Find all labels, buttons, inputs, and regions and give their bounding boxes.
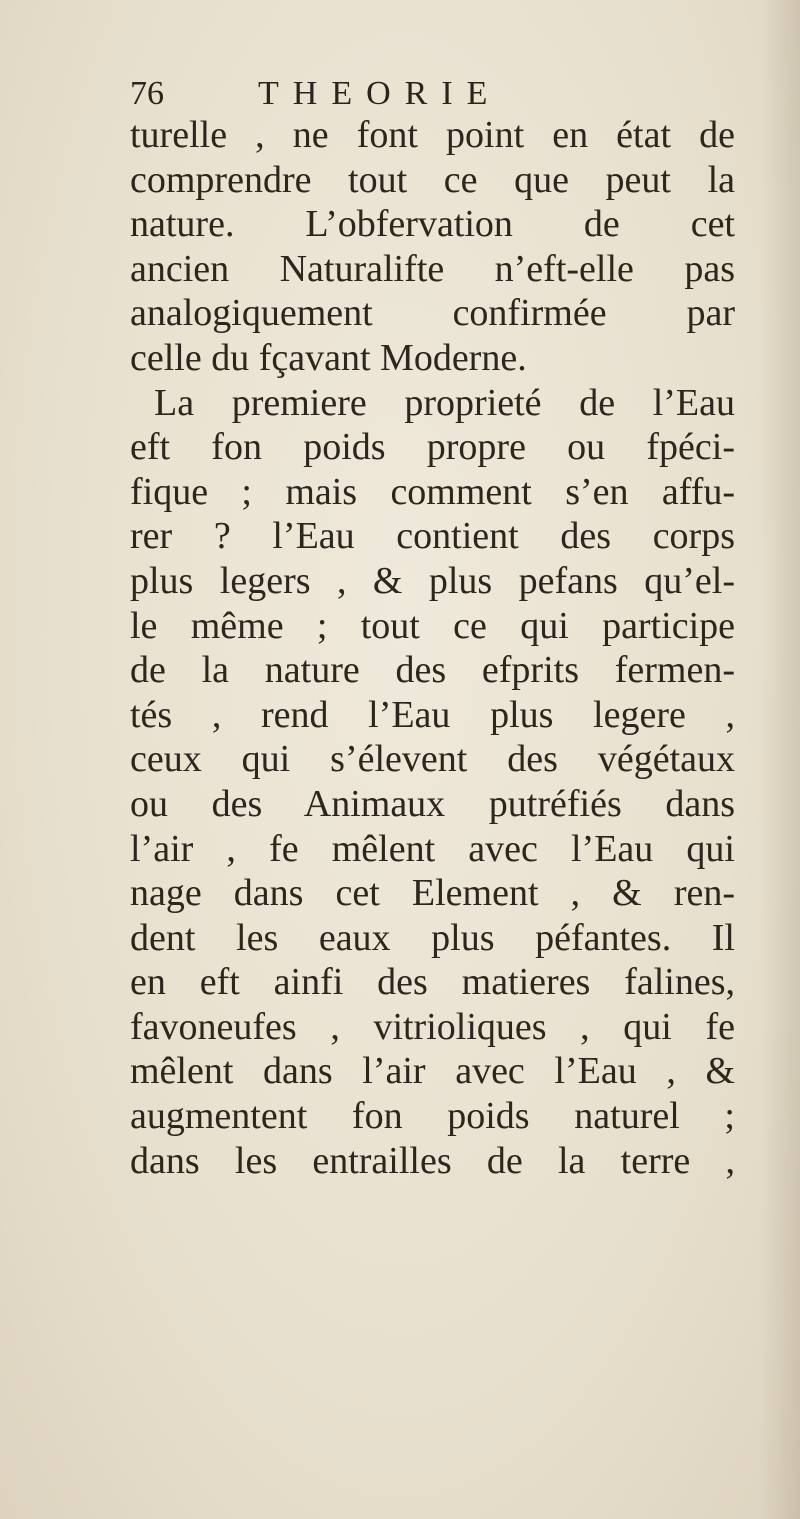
text-line: plus legers , & plus pefans qu’el-: [130, 559, 735, 602]
text-line: celle du fçavant Moderne.: [130, 336, 527, 379]
text-line: analogiquement confirmée par: [130, 292, 735, 335]
text-line: nature. L’obfervation de cet: [130, 203, 735, 246]
text-line: augmentent fon poids naturel ;: [130, 1095, 735, 1138]
text-line: fique ; mais comment s’en affu-: [130, 470, 735, 513]
text-line: tés , rend l’Eau plus legere ,: [130, 693, 735, 736]
running-head: [130, 72, 730, 116]
text-line: comprendre tout ce que peut la: [130, 158, 735, 201]
paragraph-start-line: La premiere proprieté de l’Eau: [154, 381, 735, 424]
text-line: mêlent dans l’air avec l’Eau , &: [130, 1050, 735, 1093]
text-line: turelle , ne font point en état de: [130, 114, 735, 156]
text-line: nage dans cet Element , & ren-: [130, 872, 735, 915]
text-line: en eft ainfi des matieres falines,: [130, 961, 735, 1004]
text-line: l’air , fe mêlent avec l’Eau qui: [130, 827, 735, 870]
text-line: de la nature des efprits fermen-: [130, 649, 735, 692]
page-number: 76: [130, 75, 164, 112]
text-line: ceux qui s’élevent des végétaux: [130, 738, 735, 781]
text-line: le même ; tout ce qui participe: [130, 604, 735, 647]
text-line: dans les entrailles de la terre ,: [130, 1139, 735, 1182]
body-text: [130, 113, 735, 1183]
text-line: eft fon poids propre ou fpéci-: [130, 426, 735, 469]
text-line: favoneufes , vitrioliques , qui fe: [130, 1005, 735, 1048]
text-line: rer ? l’Eau contient des corps: [130, 515, 735, 558]
running-title: THEORIE: [258, 75, 502, 112]
text-line: ancien Naturalifte n’eft-elle pas: [130, 247, 735, 290]
page-edge-shadow: [760, 0, 800, 1519]
text-line: dent les eaux plus péfantes. Il: [130, 916, 735, 959]
text-line: ou des Animaux putréfiés dans: [130, 782, 735, 825]
